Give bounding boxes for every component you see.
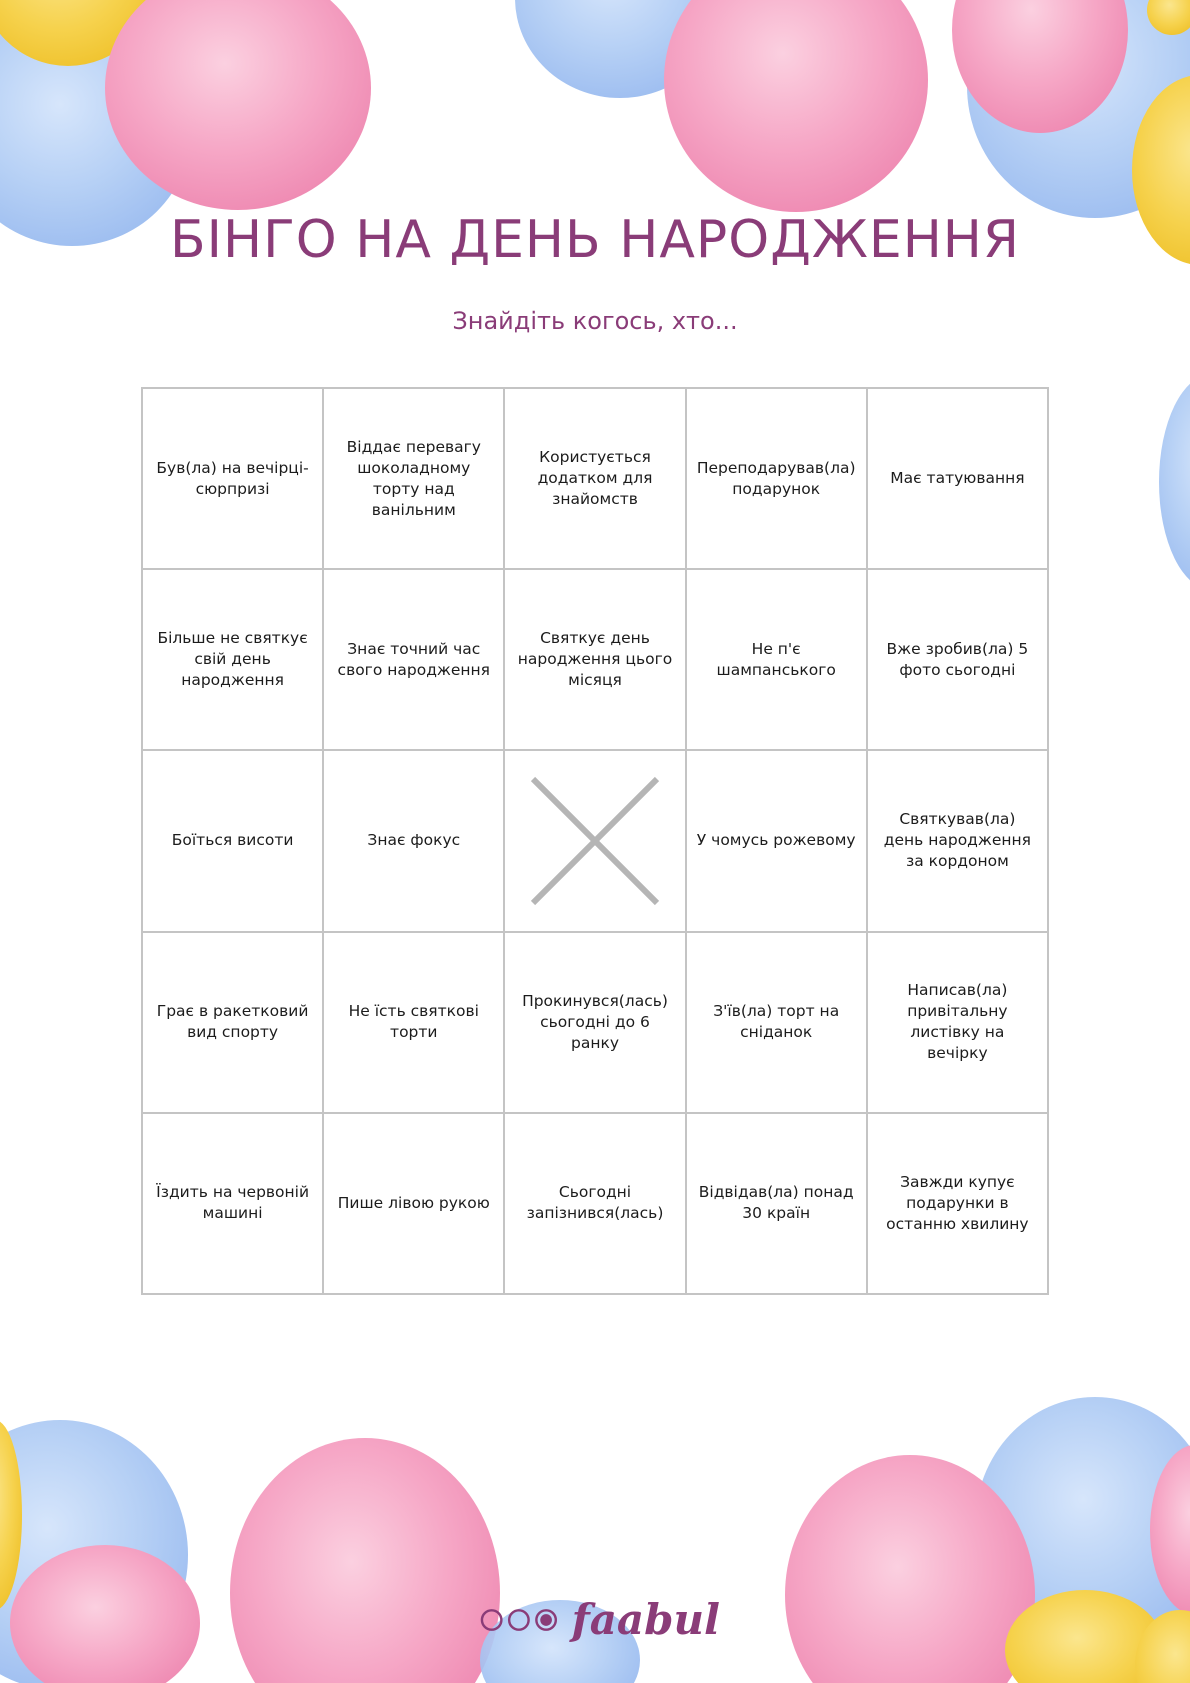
bingo-grid bbox=[141, 387, 1049, 1295]
balloon bbox=[230, 1438, 500, 1683]
bingo-cell[interactable] bbox=[142, 569, 323, 750]
bingo-cell[interactable] bbox=[686, 932, 867, 1113]
bingo-cell-text: Знає фокус bbox=[367, 831, 461, 850]
bingo-cell[interactable] bbox=[867, 569, 1048, 750]
bingo-cell[interactable] bbox=[323, 750, 504, 931]
logo-circles-icon bbox=[480, 1606, 562, 1634]
bingo-cell[interactable] bbox=[504, 569, 685, 750]
bingo-cell[interactable] bbox=[867, 388, 1048, 569]
logo-wordmark: faabul bbox=[571, 1595, 720, 1644]
bingo-cell[interactable] bbox=[504, 388, 685, 569]
bingo-cell-text: Віддає перевагу шоколадному торту над ванільним bbox=[346, 437, 481, 519]
page-subtitle: Знайдіть когось, хто... bbox=[452, 307, 738, 335]
bingo-cell[interactable] bbox=[686, 569, 867, 750]
bingo-cell[interactable] bbox=[867, 750, 1048, 931]
bingo-cell[interactable] bbox=[323, 388, 504, 569]
bingo-cell-text: Переподарував(ла) подарунок bbox=[696, 458, 856, 498]
bingo-cell[interactable] bbox=[686, 388, 867, 569]
bingo-free-cell[interactable] bbox=[504, 750, 685, 931]
bingo-cell[interactable] bbox=[867, 932, 1048, 1113]
bingo-cell-text: Завжди купує подарунки в останню хвилину bbox=[886, 1172, 1029, 1233]
balloon bbox=[664, 0, 928, 212]
bingo-cell[interactable] bbox=[142, 388, 323, 569]
bingo-cell[interactable] bbox=[867, 1113, 1048, 1294]
bingo-cell-text: Прокинувся(лась) сьогодні до 6 ранку bbox=[522, 991, 668, 1052]
bingo-cell[interactable] bbox=[142, 932, 323, 1113]
balloon bbox=[1159, 374, 1190, 590]
bingo-cell-text: Більше не святкує свій день народження bbox=[157, 629, 308, 690]
page-title: БІНГО НА ДЕНЬ НАРОДЖЕННЯ bbox=[169, 210, 1021, 270]
bingo-cell-text: Їздить на червоній машині bbox=[156, 1183, 310, 1223]
bingo-cell[interactable] bbox=[504, 932, 685, 1113]
bingo-cell-text: Боїться висоти bbox=[171, 831, 294, 850]
bingo-cell-text: Відвідав(ла) понад 30 країн bbox=[698, 1183, 854, 1223]
bingo-cell-text: Вже зробив(ла) 5 фото сьогодні bbox=[886, 639, 1029, 679]
bingo-cell-text: Грає в ракетковий вид спорту bbox=[156, 1002, 309, 1042]
x-mark-icon bbox=[529, 775, 661, 907]
bingo-cell[interactable] bbox=[504, 1113, 685, 1294]
bingo-cell-text: Користується додатком для знайомств bbox=[537, 448, 653, 509]
faabul-logo bbox=[480, 1590, 720, 1650]
bingo-cell-text: У чомусь рожевому bbox=[696, 831, 856, 850]
bingo-cell-text: Був(ла) на вечірці-сюрпризі bbox=[156, 458, 309, 498]
bingo-cell-text: Святкував(ла) день народження за кордоном bbox=[883, 810, 1031, 871]
bingo-cell[interactable] bbox=[142, 750, 323, 931]
bingo-cell[interactable] bbox=[686, 1113, 867, 1294]
bingo-cell-text: З'їв(ла) торт на сніданок bbox=[713, 1002, 840, 1042]
bingo-cell-text: Пише лівою рукою bbox=[337, 1193, 490, 1212]
bingo-cell[interactable] bbox=[323, 1113, 504, 1294]
bingo-cell-text: Святкує день народження цього місяця bbox=[517, 629, 673, 690]
bingo-cell-text: Написав(ла) привітальну листівку на вечірку bbox=[907, 981, 1008, 1063]
bingo-cell-text: Не п'є шампанського bbox=[716, 639, 836, 679]
bingo-cell-text: Знає точний час свого народження bbox=[337, 639, 491, 679]
bingo-cell-text: Сьогодні запізнився(лась) bbox=[526, 1183, 664, 1223]
bingo-cell[interactable] bbox=[686, 750, 867, 931]
bingo-cell[interactable] bbox=[323, 569, 504, 750]
bingo-cell[interactable] bbox=[323, 932, 504, 1113]
bingo-cell[interactable] bbox=[142, 1113, 323, 1294]
bingo-cell-text: Має татуювання bbox=[890, 469, 1025, 488]
bingo-cell-text: Не їсть святкові торти bbox=[348, 1002, 479, 1042]
